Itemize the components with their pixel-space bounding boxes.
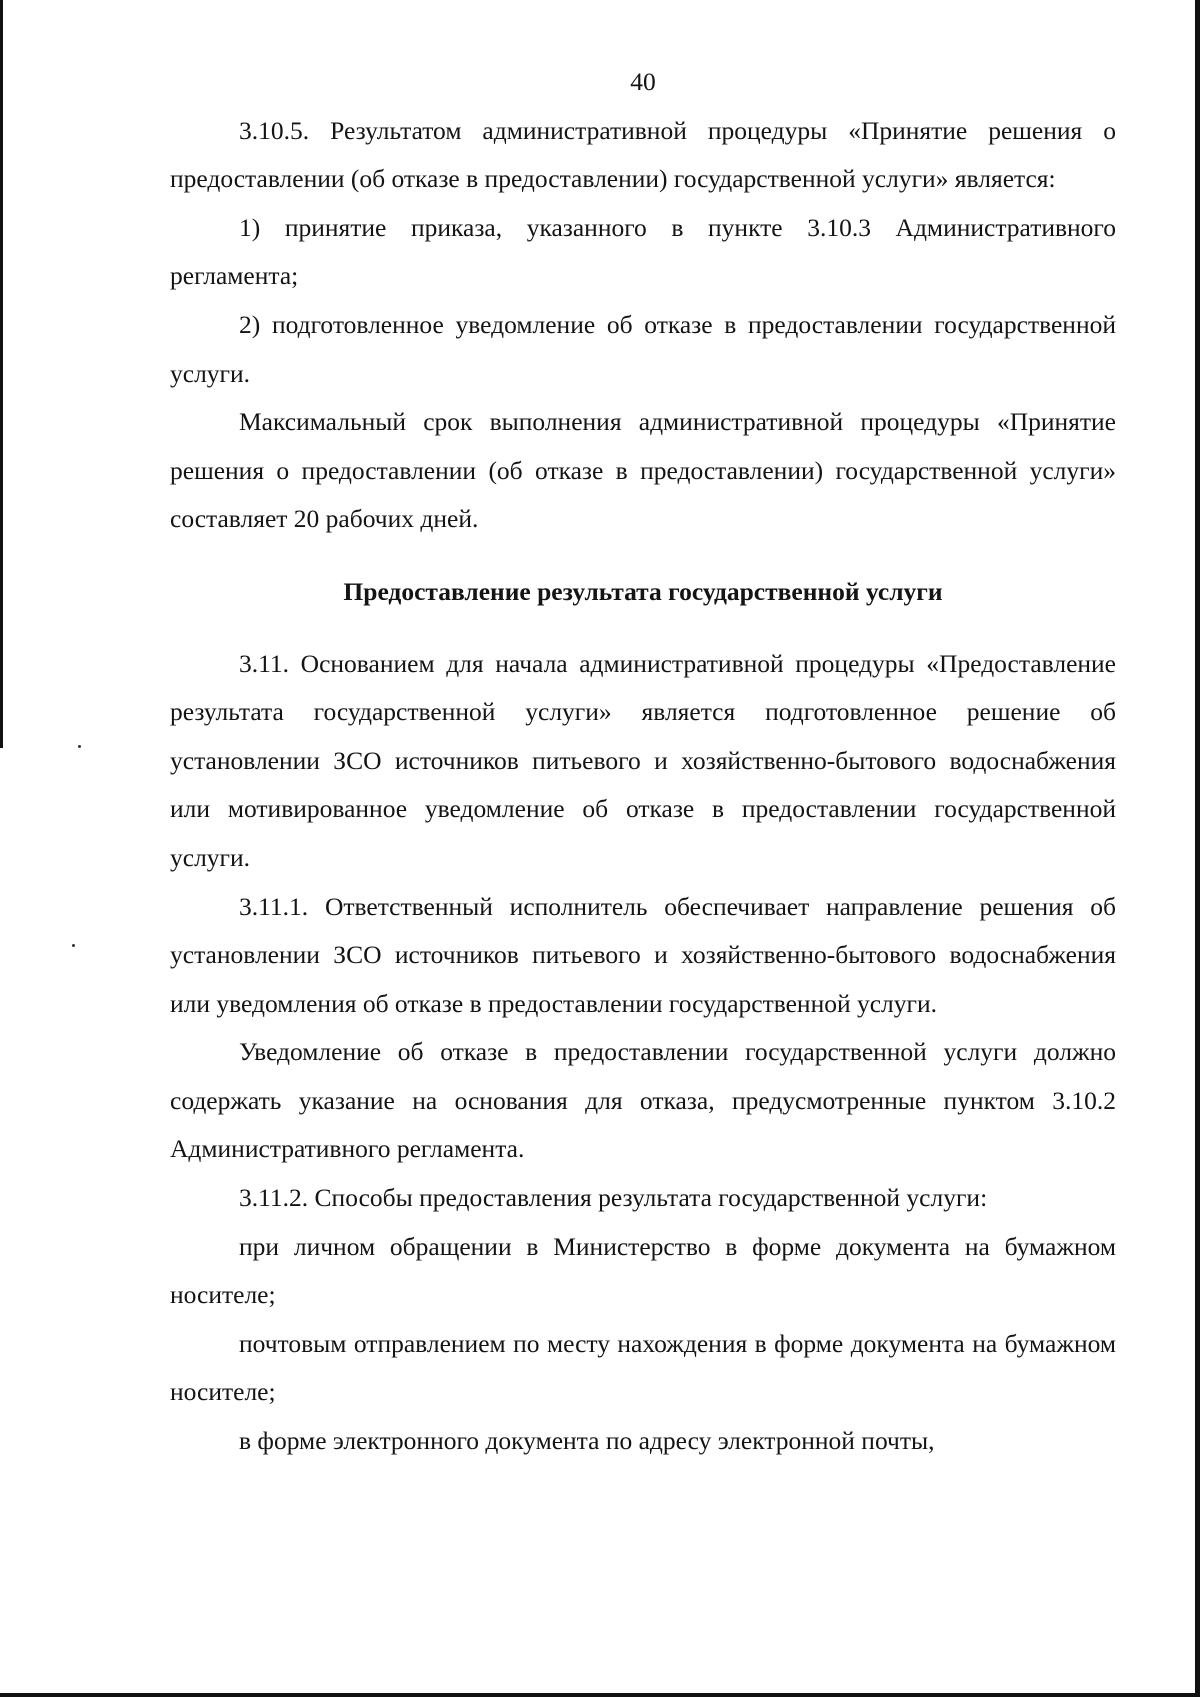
paragraph: при личном обращении в Министерство в форме документа на бумажном носителе; [170,1231,1116,1310]
paragraph: в форме электронного документа по адресу электронной почты, [239,1426,935,1456]
page-number: 40 [630,67,656,96]
paragraph: 3.11.1. Ответственный исполнитель обеспечивает направление решения об установлении ЗСО источников питьевого и хозяйственно-бытового водоснабжения или уведомления об отказе в предоставлении государственной услуги. [170,891,1116,1018]
scan-edge-bottom [0,1693,1200,1697]
scan-speck [72,944,75,947]
scan-speck [78,745,81,748]
document-body [170,58,1116,1466]
paragraph: 3.11. Основанием для начала административной процедуры «Предоставление результата государственной услуги» является подготовленное решение об установлении ЗСО источников питьевого и хозяйственно-бытового водоснабжения или мотивированное уведомление об отказе в предоставлении государственной услуги. [170,648,1116,872]
section-heading: Предоставление результата государственной услуги [343,576,943,606]
scan-edge-right [1195,0,1200,1697]
paragraph: 2) подготовленное уведомление об отказе в предоставлении государственной услуги. [170,309,1116,388]
paragraph: Максимальный срок выполнения административной процедуры «Принятие решения о предоставлении (об отказе в предоставлении) государственной услуги» составляет 20 рабочих дней. [170,407,1116,534]
paragraph: 3.10.5. Результатом административной процедуры «Принятие решения о предоставлении (об отказе в предоставлении) государственной услуги» является: [170,115,1116,194]
paragraph: 1) принятие приказа, указанного в пункте 3.10.3 Административного регламента; [170,212,1116,291]
paragraph: почтовым отправлением по месту нахождения в форме документа на бумажном носителе; [170,1328,1116,1407]
scan-edge-left [0,0,3,748]
paragraph: Уведомление об отказе в предоставлении государственной услуги должно содержать указание на основания для отказа, предусмотренные пунктом 3.10.2 Административного регламента. [170,1037,1116,1164]
paragraph: 3.11.2. Способы предоставления результата государственной услуги: [239,1183,988,1213]
